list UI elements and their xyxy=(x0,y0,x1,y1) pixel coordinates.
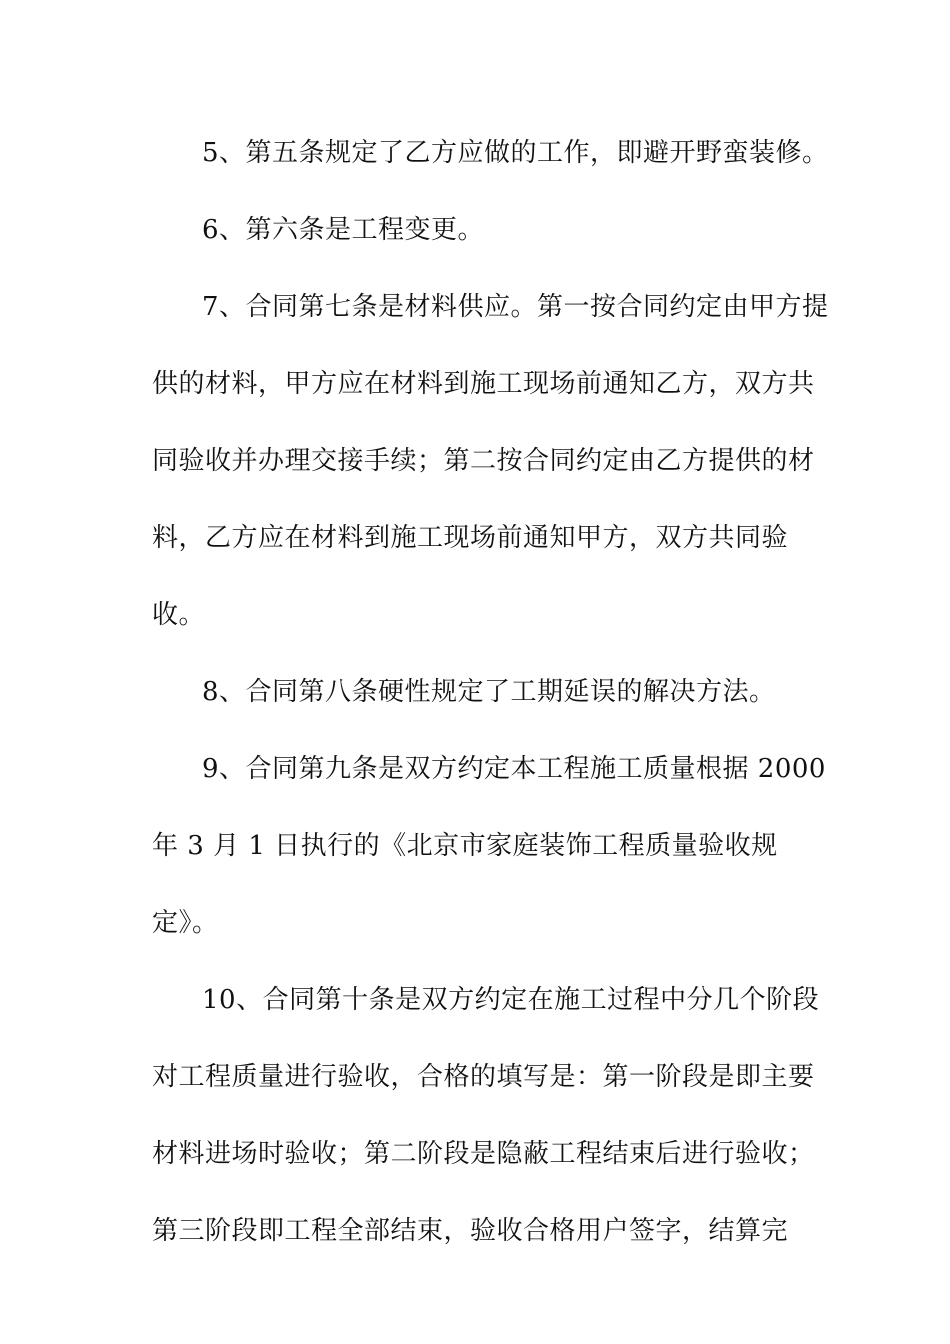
text-line: 定》。 xyxy=(152,908,219,938)
text-line: 5、第五条规定了乙方应做的工作，即避开野蛮装修。 xyxy=(202,138,829,168)
text-line: 9、合同第九条是双方约定本工程施工质量根据 2000 xyxy=(202,754,826,784)
text-line: 供的材料，甲方应在材料到施工现场前通知乙方，双方共 xyxy=(152,369,815,399)
text-line: 10、合同第十条是双方约定在施工过程中分几个阶段 xyxy=(202,985,820,1015)
text-line: 8、合同第八条硬性规定了工期延误的解决方法。 xyxy=(202,677,776,707)
document-body xyxy=(152,131,829,1286)
text-line: 对工程质量进行验收，合格的填写是：第一阶段是即主要 xyxy=(152,1062,815,1092)
text-line: 7、合同第七条是材料供应。第一按合同约定由甲方提 xyxy=(202,292,829,322)
text-line: 收。 xyxy=(152,600,206,630)
text-line: 第三阶段即工程全部结束，验收合格用户签字，结算完 xyxy=(152,1216,789,1246)
text-line: 料，乙方应在材料到施工现场前通知甲方，双方共同验 xyxy=(152,523,789,553)
text-line: 同验收并办理交接手续；第二按合同约定由乙方提供的材 xyxy=(152,446,815,476)
text-line: 材料进场时验收；第二阶段是隐蔽工程结束后进行验收； xyxy=(152,1139,815,1169)
text-line: 6、第六条是工程变更。 xyxy=(202,215,485,245)
text-line: 年 3 月 1 日执行的《北京市家庭装饰工程质量验收规 xyxy=(152,831,778,861)
